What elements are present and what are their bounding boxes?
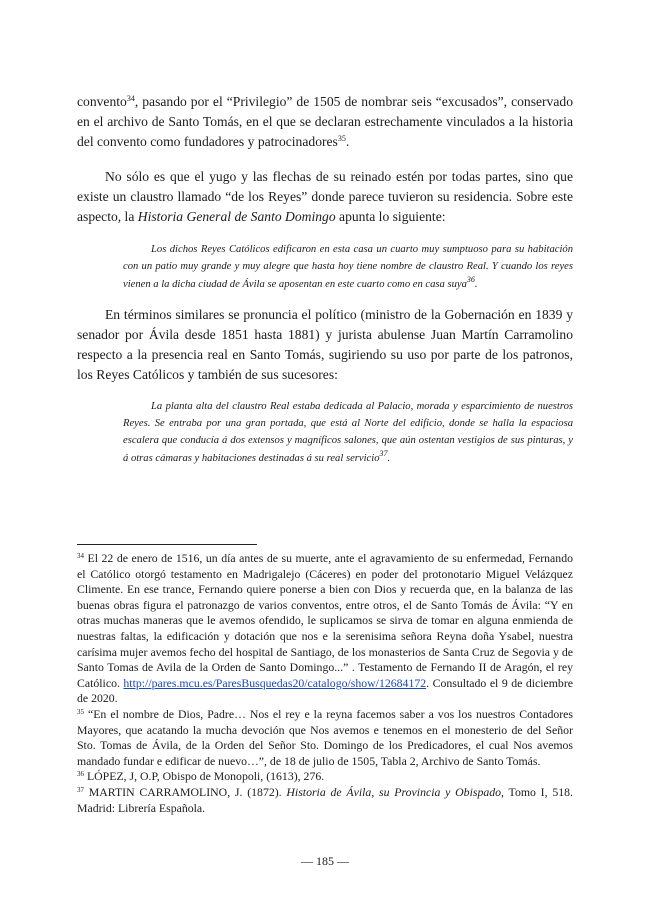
footnote-separator [77,544,257,545]
footnote-ref-34[interactable]: 34 [126,94,135,103]
quote-text: La planta alta del claustro Real estaba dedicada al Palacio, morada y esparcimiento de nuestros Reyes. Se entraba por una gran portada, que está al Norte del edificio, donde se halla la espaciosa escalera que conducía á dos extensos y magníficos salones, que aún ostentan vestigios de sus pinturas, y á otras cámaras y habitaciones destinadas á su real servicio [123,400,573,464]
footnote-number: 35 [77,707,84,716]
footnote-text: . Consultado el 9 de diciembre de 2020. [77,675,573,706]
footnote-number: 37 [77,785,84,794]
footnote-text: LÓPEZ, J, O.P, Obispo de Monopoli, (1613), 276. [84,769,325,784]
text-run: No sólo es que el yugo y las flechas de su reinado estén por todas partes, sino que existe un claustro llamado “de los Reyes” donde parece tuvieron su residencia. Sobre este aspecto, la [77,169,573,224]
footnote-text: , Tomo I, 518. Madrid: Librería Española. [77,784,573,815]
footnote-34 [77,551,573,707]
text-run: convento [77,94,127,109]
footnote-ref-37[interactable]: 37 [379,448,388,458]
footnote-35 [77,707,573,769]
paragraph-3 [77,305,573,385]
text-run: . [345,134,350,149]
book-title: Historia General de Santo Domingo [137,209,336,224]
page-body [77,92,573,467]
quote-text: Los dichos Reyes Católicos edificaron en esta casa un cuarto muy sumptuoso para su habitación con un patio muy grande y muy alegre que hasta hoy tiene nombre de claustro Real. Y cuando los reyes vienen a la dicha ciudad de Ávila se aposentan en este cuarto como en casa suya [123,244,573,290]
footnotes [77,551,573,816]
footnote-text: “En el nombre de Dios, Padre… Nos el rey e la reyna facemos saber a vos los nuestros Contadores Mayores, que acatando la mucha devoción que Nos avemos e tenemos en el monesterio de del Señor Sto. Tomas de Ávila, de la Orden del Señor Sto. Domingo de los Predicadores, el cual Nos avemos mandado fundar e edificar de nuevo…”, de 18 de julio de 1505, Tabla 2, Archivo de Santo Tomás. [77,706,573,768]
block-quote-2 [123,398,573,467]
footnote-text: El 22 de enero de 1516, un día antes de su muerte, ante el agravamiento de su enfermedad, Fernando el Católico otorgó testamento en Madrigalejo (Cáceres) en poder del protonotario Miguel Velázquez Climente. En ese trance, Fernando quiere ponerse a bien con Dios y recuerda que, en la balanza de las buenas obras figura el patronazgo de varios conventos, entre otros, el de Santo Tomás de Ávila: “Y en otras muchas maneras que le avemos ofendido, le suplicamos se sirva de tomar en alguna enmienda de nuestras faltas, la edificación y dotación que nos e la serenisima señora Reyna doña Ysabel, nuestra carísima mujer avemos fecho del hospital de Santiago, de los monasterios de Santa Cruz de Segovia y de Santo Tomas de Avila de la Orden de Santo Domingo...” . Testamento de Fernando II de Aragón, el rey Católico. [77,551,573,690]
footnote-text: MARTIN CARRAMOLINO, J. (1872). [84,784,287,799]
text-run: En términos similares se pronuncia el político (ministro de la Gobernación en 1839 y senador por Ávila desde 1851 hasta 1881) y jurista abulense Juan Martín Carramolino respecto a la presencia real en Santo Tomás, sugiriendo su uso por parte de los patronos, los Reyes Católicos y también de sus sucesores: [77,306,573,382]
archive-link[interactable]: http://pares.mcu.es/ParesBusquedas20/catalogo/show/12684172 [123,675,427,690]
text-run: apunta lo siguiente: [335,209,446,224]
block-quote-1 [123,241,573,293]
page-number: — 185 — [301,854,349,868]
text-run: , pasando por el “Privilegio” de 1505 de nombrar seis “excusados”, conservado en el archivo de Santo Tomás, en el que se declaran estrechamente vinculados a la historia del convento como fundadores y patrocinadores [77,94,573,149]
text-run: . [387,452,391,464]
text-run: . [474,278,478,290]
paragraph-2 [77,167,573,227]
paragraph-1 [77,92,573,152]
footnote-number: 34 [77,552,84,560]
footnote-ref-35[interactable]: 35 [337,134,346,143]
book-title: Historia de Ávila, su Provincia y Obispado [286,784,502,799]
footnote-number: 36 [77,770,84,779]
footnote-36 [77,769,573,785]
footnote-ref-36[interactable]: 36 [466,274,475,284]
footnote-37 [77,785,573,816]
